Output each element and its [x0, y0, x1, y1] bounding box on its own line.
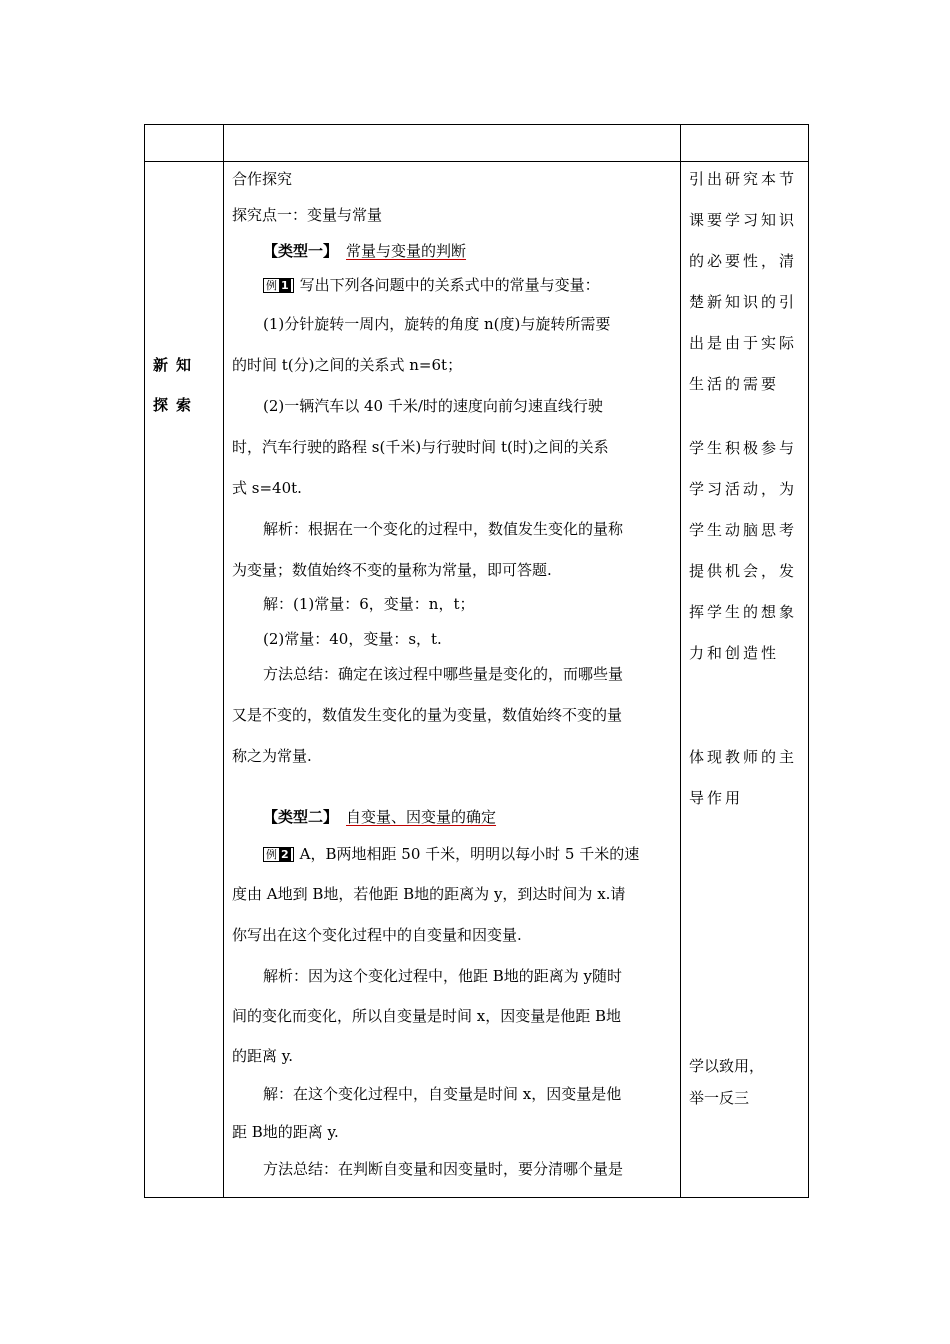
example1-text: 写出下列各问题中的关系式中的常量与变量： — [299, 276, 600, 294]
example2-number: 2 — [281, 848, 289, 861]
example1-badge — [263, 278, 294, 293]
summary1-line-2: 又是不变的，数值发生变化的量为变量，数值始终不变的量 — [232, 706, 623, 724]
solution2-line-1: 解：在这个变化过程中，自变量是时间 x，因变量是他 — [263, 1085, 622, 1103]
note-apply-line-2: 举一反三 — [689, 1089, 750, 1107]
note-apply — [689, 1050, 804, 1114]
example2-line-3: 你写出在这个变化过程中的自变量和因变量. — [232, 926, 522, 944]
q2-line-3: 式 s=40t. — [232, 479, 302, 497]
summary1-line-1: 方法总结：确定在该过程中哪些量是变化的，而哪些量 — [263, 665, 624, 683]
content-cell — [224, 162, 681, 1198]
header-cell-3 — [681, 125, 809, 162]
summary2-line-1: 方法总结：在判断自变量和因变量时，要分清哪个量是 — [263, 1160, 624, 1178]
example2-line-2: 度由 A地到 B地，若他距 B地的距离为 y，到达时间为 x.请 — [232, 885, 626, 903]
example2-prefix: 例 — [266, 848, 277, 861]
analysis2-line-3: 的距离 y. — [232, 1047, 294, 1065]
content-row — [145, 162, 809, 1198]
example1-number: 1 — [281, 279, 289, 292]
solution1-line-1: 解：(1)常量：6，变量：n，t； — [263, 595, 475, 613]
example1-question — [263, 275, 600, 295]
example2-badge — [263, 847, 294, 862]
q2-line-1: (2)一辆汽车以 40 千米/时的速度向前匀速直线行驶 — [263, 397, 603, 415]
stage-label: 新知探索 — [153, 356, 200, 414]
analysis2-line-2: 间的变化而变化，所以自变量是时间 x，因变量是他距 B地 — [232, 1007, 622, 1025]
type1-title: 常量与变量的判断 — [346, 242, 467, 260]
example2-text: A，B两地相距 50 千米，明明以每小时 5 千米的速 — [299, 845, 640, 863]
header-cell-1 — [145, 125, 224, 162]
analysis2-line-1: 解析：因为这个变化过程中，他距 B地的距离为 y随时 — [263, 967, 623, 985]
header-cell-2 — [224, 125, 681, 162]
note-teacher-role: 体现教师的主导作用 — [689, 748, 798, 807]
type2-heading — [263, 807, 496, 827]
type1-tag: 【类型一】 — [263, 242, 339, 260]
notes-cell — [681, 162, 809, 1198]
analysis1-line-1: 解析：根据在一个变化的过程中，数值发生变化的量称 — [263, 520, 624, 538]
type2-tag: 【类型二】 — [263, 808, 339, 826]
q2-line-2: 时，汽车行驶的路程 s(千米)与行驶时间 t(时)之间的关系 — [232, 438, 609, 456]
type2-title: 自变量、因变量的确定 — [346, 808, 497, 826]
type1-heading — [263, 241, 466, 261]
note-introduce: 引出研究本节课要学习知识的必要性，清楚新知识的引出是由于实际生活的需要 — [689, 170, 798, 393]
analysis1-line-2: 为变量；数值始终不变的量称为常量，即可答题. — [232, 561, 552, 579]
content-area — [224, 162, 680, 1197]
example2-question — [263, 844, 639, 864]
note-participation: 学生积极参与学习活动，为学生动脑思考提供机会，发挥学生的想象力和创造性 — [689, 439, 798, 662]
example1-prefix: 例 — [266, 279, 277, 292]
summary1-line-3: 称之为常量. — [232, 747, 312, 765]
header-row — [145, 125, 809, 162]
stage-cell — [145, 162, 224, 1198]
q1-line-2: 的时间 t(分)之间的关系式 n=6t； — [232, 356, 463, 374]
lesson-table — [144, 124, 809, 1198]
notes-area — [681, 162, 808, 1197]
solution1-line-2: (2)常量：40，变量：s，t. — [263, 630, 442, 648]
point-title: 探究点一：变量与常量 — [232, 206, 383, 224]
q1-line-1: (1)分针旋转一周内，旋转的角度 n(度)与旋转所需要 — [263, 315, 611, 333]
section-title: 合作探究 — [232, 170, 293, 188]
solution2-line-2: 距 B地的距离 y. — [232, 1123, 339, 1141]
note-apply-line-1: 学以致用， — [689, 1057, 765, 1075]
